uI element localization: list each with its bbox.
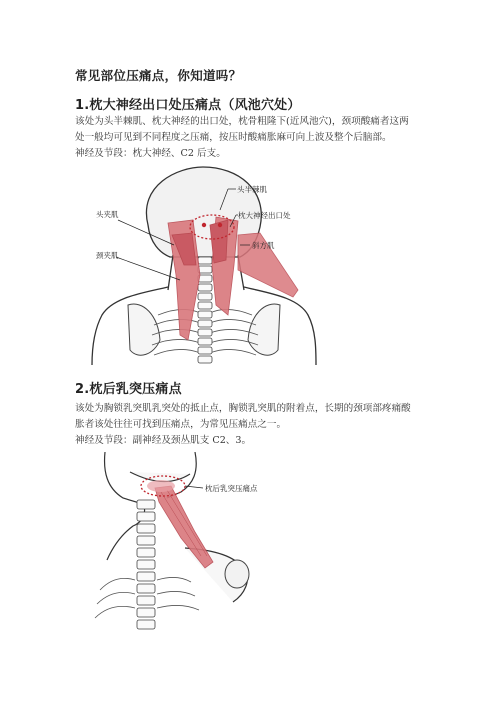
section1-heading: 1.枕大神经出口处压痛点（风池穴处）: [75, 98, 301, 113]
figure1-label: 斜方肌: [252, 241, 275, 250]
section2-line: 神经及节段：副神经及颈丛肌支 C2、3。: [75, 435, 252, 446]
section1-line: 神经及节段：枕大神经、C2 后支。: [75, 148, 226, 159]
figure-mastoid-point: [85, 452, 305, 630]
page-title: 常见部位压痛点，你知道吗？: [75, 68, 242, 83]
figure1-label: 颈夹肌: [96, 251, 119, 260]
section1-line: 该处为头半棘肌、枕大神经的出口处，枕骨粗隆下(近风池穴)，颈项酸痛者这两: [75, 116, 409, 127]
figure2-label: 枕后乳突压痛点: [205, 484, 258, 493]
section2-body: [75, 401, 425, 449]
figure-neck-muscles: [88, 165, 318, 365]
section1-line: 处一般均可见到不同程度之压痛，按压时酸痛胀麻可向上波及整个后脑部。: [75, 132, 392, 143]
figure1-label: 头夹肌: [96, 210, 119, 219]
section2-line: 该处为胸锁乳突肌乳突处的抵止点，胸锁乳突肌的附着点，长期的颈项部疼痛酸: [75, 403, 411, 414]
figure1-label: 枕大神经出口处: [238, 211, 291, 220]
section2-heading: 2.枕后乳突压痛点: [75, 382, 182, 397]
figure1-label: 头半棘肌: [237, 185, 267, 194]
section1-body: [75, 114, 425, 162]
section2-line: 胀者该处往往可找到压痛点，为常见压痛点之一。: [75, 419, 287, 430]
